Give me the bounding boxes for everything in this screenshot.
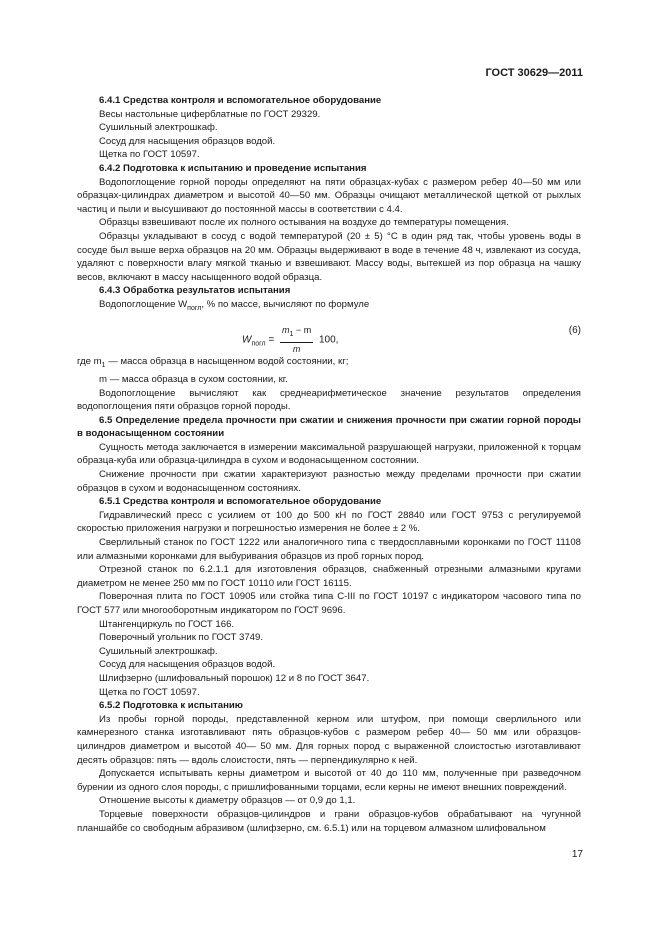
- formula-lhs: W: [242, 335, 252, 347]
- formula: [77, 315, 581, 355]
- text-span: Водопоглощение W: [99, 298, 188, 310]
- document-body: [77, 94, 581, 835]
- paragraph: Штангенциркуль по ГОСТ 166.: [99, 618, 235, 630]
- paragraph: Образцы взвешивают после их полного остывания на воздухе до температуры помещения.: [99, 217, 509, 229]
- paragraph: Образцы укладывают в сосуд с водой температурой (20 ± 5) °C в один ряд так, чтобы уровень воды в сосуде был выше верха образцов на 20 мм. Образцы выдерживают в воде в течение 48 ч, извлекают из сосуда, удаляют с поверхности влагу мягкой тканью и взвешивают. Массу воды, вытекшей из пор образца на чашку весов, включают в массу насыщенного водой образца.: [77, 230, 581, 283]
- paragraph: Весы настольные циферблатные по ГОСТ 29329.: [99, 108, 321, 120]
- standard-number: ГОСТ 30629—2011: [485, 67, 583, 79]
- paragraph: Щетка по ГОСТ 10597.: [99, 149, 200, 161]
- formula-num-sub: 1: [289, 331, 294, 339]
- formula-equals: =: [268, 335, 275, 347]
- paragraph: Торцевые поверхности образцов-цилиндров и грани образцов-кубов обрабатывают на чугунной планшайбе со свободным абразивом (шлифзерно, см. 6.5.1) или на торцевом алмазном шлифовальном: [77, 808, 581, 834]
- paragraph: Гидравлический пресс с усилием от 100 до 500 кН по ГОСТ 28840 или ГОСТ 9753 с регулируемой скоростью приложения нагрузки и погрешностью измерения не более ± 2 %.: [77, 509, 581, 535]
- paragraph: Щетка по ГОСТ 10597.: [99, 686, 200, 698]
- formula-numerator: [280, 324, 313, 342]
- paragraph: [77, 355, 581, 373]
- subscript: 1: [101, 362, 106, 370]
- section-heading: 6.4.3 Обработка результатов испытания: [99, 285, 291, 297]
- paragraph: Сосуд для насыщения образцов водой.: [99, 659, 276, 671]
- page-number: 17: [571, 849, 583, 860]
- section-heading: 6.4.1 Средства контроля и вспомогательное оборудование: [99, 95, 382, 106]
- equation-number: (6): [568, 325, 581, 337]
- formula-num-var: m: [282, 325, 290, 336]
- paragraph: Сущность метода заключается в измерении максимальной разрушающей нагрузки, приложенной к торцам образца-куба или образца-цилиндра в сухом и водонасыщенном состоянии.: [77, 441, 581, 467]
- paragraph: Водопоглощение вычисляют как среднеарифметическое значение результатов определения водопоглощения пяти образцов горной породы.: [77, 387, 581, 413]
- paragraph: Сверлильный станок по ГОСТ 1222 или аналогичного типа с твердосплавными коронками по ГОСТ 11108 или алмазными коронками для выбуривания образцов из проб горных пород.: [77, 537, 581, 562]
- paragraph: Сушильный электрошкаф.: [99, 645, 218, 657]
- paragraph: Водопоглощение горной породы определяют на пяти образцах-кубах с размером ребер 40—50 мм или образцах-цилиндрах диаметром и высотой 40—50 мм. Образцы очищают металлической щеткой от рыхлых частиц и пыли и высушивают до постоянной массы в соответствии с 4.4.: [77, 176, 581, 215]
- formula-denominator: [280, 343, 313, 357]
- section-heading: 6.4.2 Подготовка к испытанию и проведение испытания: [99, 162, 367, 174]
- subscript: погл: [187, 304, 202, 312]
- paragraph: Отношение высоты к диаметру образцов — от 0,9 до 1,1.: [99, 795, 356, 807]
- paragraph: Сосуд для насыщения образцов водой.: [99, 135, 276, 147]
- formula-den-var: m: [292, 343, 301, 354]
- text-span: где m: [77, 356, 102, 368]
- section-heading: 6.5.1 Средства контроля и вспомогательное оборудование: [99, 496, 382, 508]
- paragraph: [77, 298, 581, 316]
- paragraph: Снижение прочности при сжатии характеризуют разностью между пределами прочности при сжатии образцов в сухом и водонасыщенном состояниях.: [77, 469, 581, 494]
- paragraph: Поверочный угольник по ГОСТ 3749.: [99, 632, 264, 644]
- text-span: , % по массе, вычисляют по формуле: [201, 298, 370, 310]
- formula-tail: 100,: [318, 335, 339, 347]
- paragraph: Отрезной станок по 6.2.1.1 для изготовления образцов, снабженный отрезными алмазными кругами диаметром не менее 250 мм по ГОСТ 10110 или ГОСТ 16115.: [77, 564, 581, 589]
- formula-expression: [242, 324, 338, 356]
- formula-lhs-sub: погл: [251, 341, 266, 349]
- paragraph: Из пробы горной породы, представленной керном или штуфом, при помощи сверлильного или камнерезного станка изготавливают пять образцов-кубов с размером ребер 40— 50 мм или образцов-цилиндров диаметром и высотой 40— 50 мм. Для горных пород с выраженной слоистостью изготавливают десять образцов: пять — вдоль слоистости, пять — перпендикулярно к ней.: [77, 713, 581, 766]
- paragraph: Сушильный электрошкаф.: [99, 122, 218, 134]
- paragraph: m — масса образца в сухом состоянии, кг.: [99, 373, 288, 385]
- section-heading: 6.5.2 Подготовка к испытанию: [99, 700, 243, 712]
- formula-num-op: − m: [293, 325, 312, 336]
- section-heading: 6.5 Определение предела прочности при сжатии и снижения прочности при сжатии горной породы в водонасыщенном состоянии: [77, 414, 581, 440]
- paragraph: Допускается испытывать керны диаметром и высотой от 40 до 110 мм, полученные при разведочном бурении из одного слоя породы, с пришлифованными торцами, если керны не имеют внешних повреждений.: [77, 768, 581, 793]
- paragraph: Шлифзерно (шлифовальный порошок) 12 и 8 по ГОСТ 3647.: [99, 672, 370, 684]
- formula-fraction: [280, 324, 313, 356]
- paragraph: Поверочная плита по ГОСТ 10905 или стойка типа С-III по ГОСТ 10197 с индикатором часового типа по ГОСТ 577 или многооборотным индикатором по ГОСТ 9696.: [77, 591, 581, 616]
- text-span: — масса образца в насыщенном водой состоянии, кг;: [105, 356, 349, 368]
